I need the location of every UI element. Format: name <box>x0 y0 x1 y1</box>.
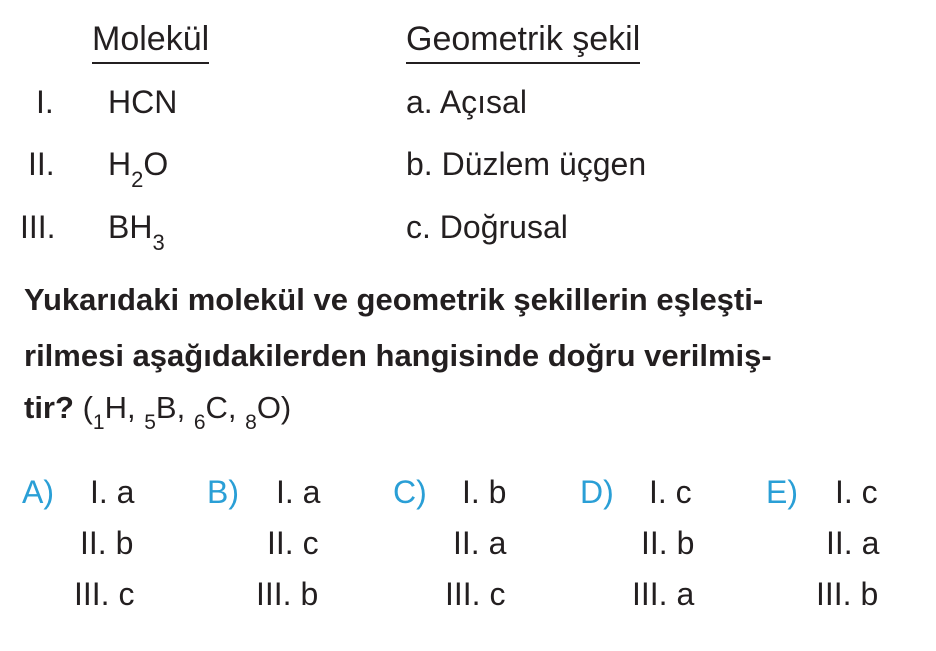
option-b-line-2: II. c <box>267 525 319 561</box>
option-d-line-1: I. c <box>649 474 692 510</box>
option-a-line-1: I. a <box>90 474 135 510</box>
molecule-2-formula <box>108 146 169 192</box>
option-b-letter[interactable]: B) <box>207 474 239 510</box>
option-c-line-1: I. b <box>462 474 507 510</box>
option-d-line-2: II. b <box>641 525 695 561</box>
option-e-letter[interactable]: E) <box>766 474 798 510</box>
atom-c-number: 6 <box>193 411 206 434</box>
option-c-line-3: III. c <box>445 576 506 612</box>
option-b-line-3: III. b <box>256 576 319 612</box>
molecule-3-main: BH <box>108 209 153 245</box>
option-b-line-1: I. a <box>276 474 321 510</box>
molecule-3-subscript: 3 <box>152 230 165 255</box>
molecule-2-after: O <box>143 146 169 182</box>
shape-a: a. Açısal <box>406 84 527 120</box>
shape-c: c. Doğrusal <box>406 209 568 245</box>
roman-numeral-3: III. <box>20 209 56 245</box>
option-c-line-2: II. a <box>453 525 507 561</box>
atom-b-symbol: B, <box>155 390 186 425</box>
atom-c-symbol: C, <box>205 390 237 425</box>
option-e-line-2: II. a <box>826 525 880 561</box>
shape-b: b. Düzlem üçgen <box>406 146 647 182</box>
atom-b-number: 5 <box>144 411 156 434</box>
question-line-1: Yukarıdaki molekül ve geometrik şekillerin eşleşti- <box>24 282 764 317</box>
atomic-numbers <box>82 390 292 434</box>
molecule-1-formula <box>108 86 177 118</box>
roman-numeral-2: II. <box>28 146 55 182</box>
header-molecule: Molekül <box>92 22 209 64</box>
option-d-letter[interactable]: D) <box>580 474 614 510</box>
atom-o-number: 8 <box>245 411 257 434</box>
molecule-1-main: HCN <box>108 84 178 120</box>
molecule-2-main: H <box>108 146 132 182</box>
atom-h-symbol: H, <box>104 390 136 425</box>
question-line-3-bold: tir? <box>24 390 74 425</box>
question-line-3 <box>24 390 292 434</box>
molecule-2-subscript: 2 <box>131 167 144 192</box>
header-geometric-shape: Geometrik şekil <box>406 22 640 64</box>
question-line-2: rilmesi aşağıdakilerden hangisinde doğru verilmiş- <box>24 338 772 373</box>
option-d-line-3: III. a <box>632 576 695 612</box>
option-a-line-3: III. c <box>74 576 135 612</box>
atom-o-symbol: O) <box>256 390 292 425</box>
option-e-line-3: III. b <box>816 576 879 612</box>
atom-h-number: 1 <box>92 411 105 434</box>
option-a-letter[interactable]: A) <box>22 474 54 510</box>
roman-numeral-1: I. <box>36 84 54 120</box>
option-e-line-1: I. c <box>835 474 878 510</box>
atom-h-prefix: ( <box>82 390 93 425</box>
option-a-line-2: II. b <box>80 525 134 561</box>
option-c-letter[interactable]: C) <box>393 474 427 510</box>
molecule-3-formula <box>108 209 165 255</box>
